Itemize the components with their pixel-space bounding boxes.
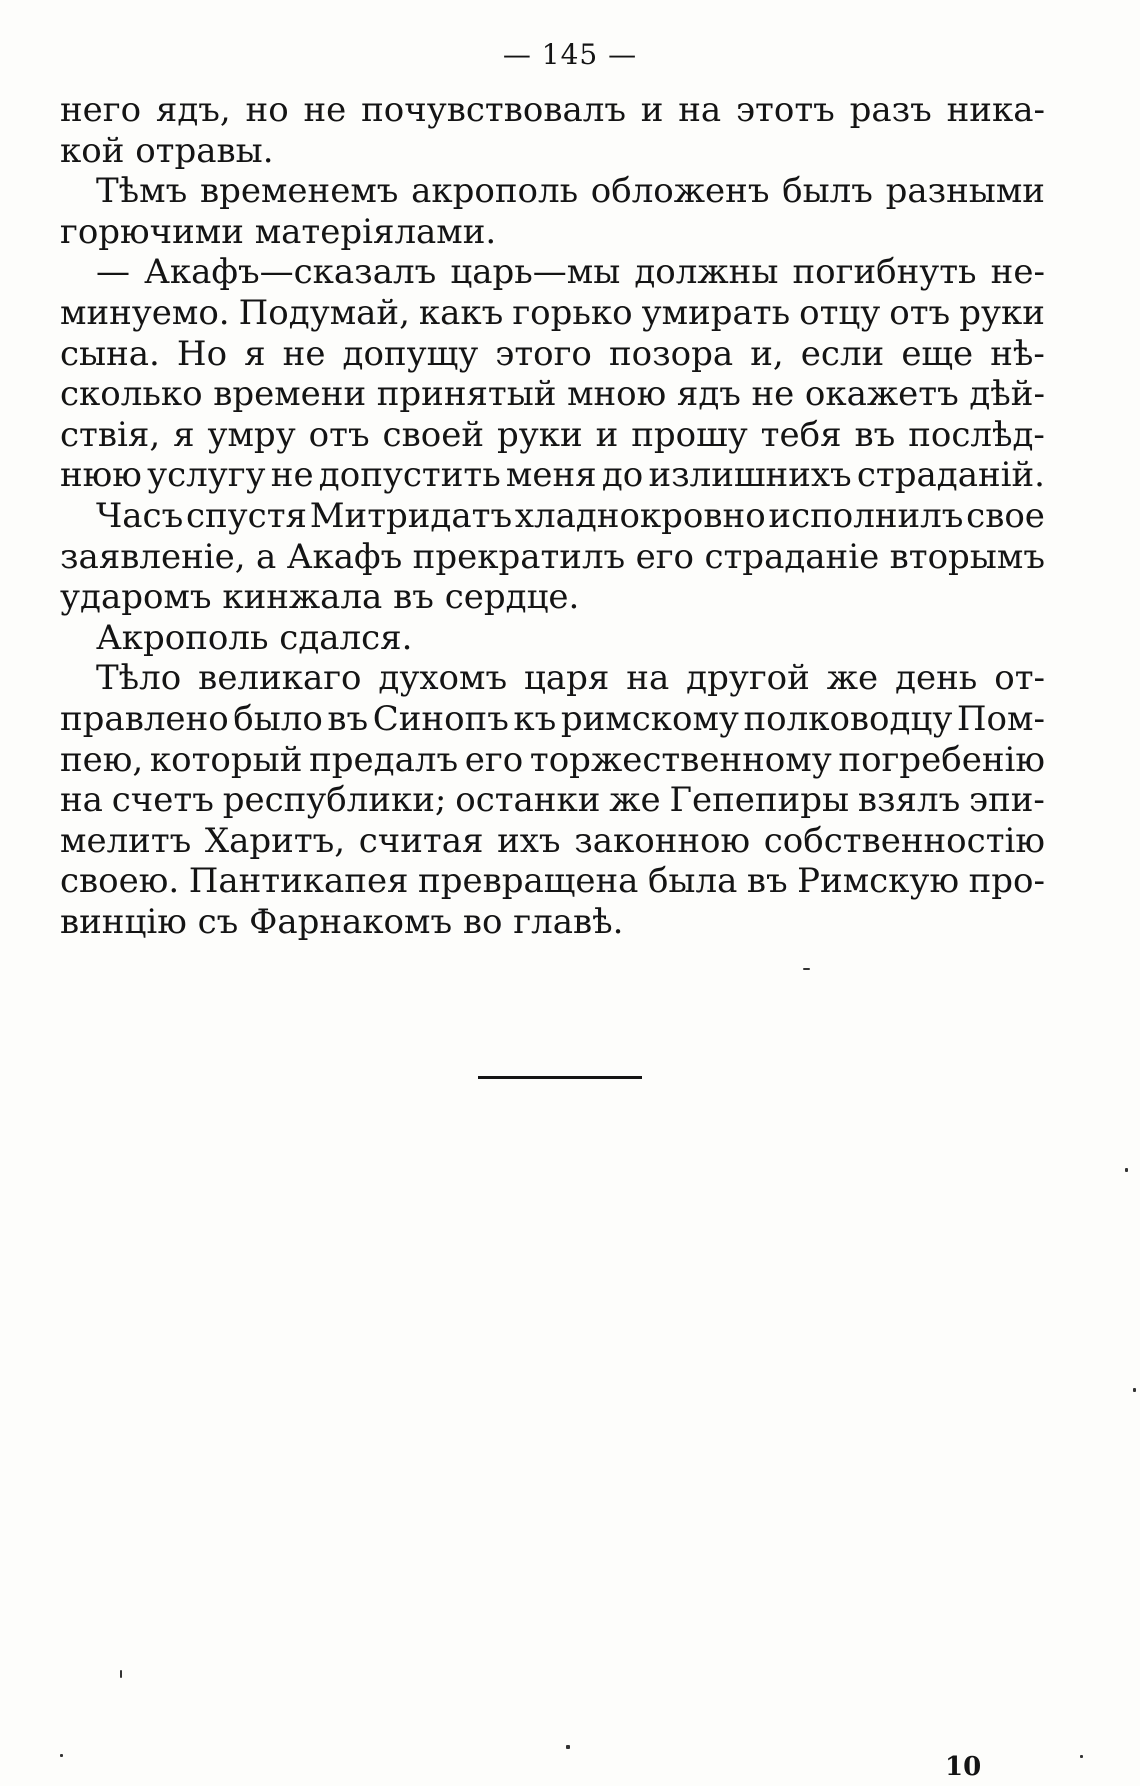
word: ядъ, <box>155 90 231 130</box>
word: республики; <box>222 780 447 821</box>
word: была <box>647 861 738 902</box>
word: услугу <box>147 455 266 496</box>
word: не <box>303 90 347 130</box>
line-text: кой отравы. <box>60 130 274 171</box>
word: Тѣмъ <box>96 171 188 212</box>
word: разъ <box>849 90 932 130</box>
word: меня <box>505 455 597 496</box>
section-end-rule <box>478 1076 642 1079</box>
word: пею, <box>60 739 144 780</box>
word: Пантикапея <box>188 861 409 902</box>
word: его <box>635 536 695 577</box>
word: ствія, <box>60 414 161 455</box>
word: страданій. <box>856 455 1045 496</box>
word: прекратилъ <box>412 536 626 577</box>
word: царя <box>524 658 610 699</box>
word: отцу <box>799 292 881 333</box>
scan-speck <box>803 968 810 970</box>
word: времени <box>213 374 367 415</box>
word: заявленіе, <box>60 536 246 577</box>
word: торжественному <box>529 739 832 780</box>
line-text <box>60 455 1045 496</box>
word: великаго <box>198 658 362 699</box>
line-text <box>60 293 1045 334</box>
line-text: Акрополь сдался. <box>96 617 413 658</box>
word: дѣй- <box>969 374 1045 415</box>
word: не <box>270 455 314 496</box>
word: Харитъ, <box>204 820 346 861</box>
word: счетъ <box>111 780 214 821</box>
word: — <box>96 252 130 293</box>
word: останки <box>455 780 601 821</box>
line-text <box>96 658 1045 699</box>
line-text <box>60 821 1045 862</box>
text-line <box>60 699 1045 740</box>
word: день <box>895 658 978 699</box>
word: хладнокровно <box>514 495 766 536</box>
word: еще <box>901 333 974 374</box>
word: своей <box>382 414 484 455</box>
word: законною <box>574 820 751 861</box>
word: на <box>678 90 722 130</box>
text-line <box>60 577 1045 618</box>
word: на <box>60 780 103 821</box>
word: ядъ <box>676 374 741 415</box>
word: его <box>464 739 524 780</box>
word: другой <box>686 658 810 699</box>
word: царь—мы <box>450 252 621 293</box>
text-line <box>60 293 1045 334</box>
word: должны <box>634 252 779 293</box>
word: собственностію <box>763 820 1045 861</box>
word: до <box>601 455 644 496</box>
word: свое <box>966 495 1045 536</box>
word: на <box>626 658 670 699</box>
word: почувствовалъ <box>361 90 626 130</box>
word: исполнилъ <box>768 495 964 536</box>
word: отъ <box>308 414 370 455</box>
word: про- <box>968 861 1045 902</box>
word: не- <box>990 252 1045 293</box>
word: руки <box>496 414 583 455</box>
text-line <box>60 415 1045 456</box>
word: послѣд- <box>908 414 1045 455</box>
word: тебя <box>760 414 842 455</box>
word: въ <box>327 698 369 739</box>
word: и, <box>750 333 784 374</box>
word: я <box>173 414 195 455</box>
word: превращена <box>418 861 639 902</box>
line-text <box>60 699 1045 740</box>
line-text <box>96 252 1045 293</box>
word: Подумай, <box>238 292 410 333</box>
word: не <box>751 374 795 415</box>
line-text <box>96 171 1045 212</box>
word: Часъ <box>96 495 184 536</box>
word: Римскую <box>797 861 960 902</box>
word: же <box>826 658 879 699</box>
word: мною <box>567 374 667 415</box>
word: Акафъ—сказалъ <box>144 252 437 293</box>
word: прошу <box>631 414 748 455</box>
line-text <box>60 537 1045 578</box>
scan-speck <box>1080 1755 1083 1758</box>
word: въ <box>746 861 788 902</box>
text-line <box>60 740 1045 781</box>
text-line <box>60 455 1045 496</box>
word: горько <box>512 292 633 333</box>
word: разными <box>885 171 1045 212</box>
word: допущу <box>342 333 479 374</box>
word: если <box>800 333 885 374</box>
word: въ <box>854 414 896 455</box>
word: руки <box>959 292 1045 333</box>
word: Синопъ <box>372 698 509 739</box>
word: окажетъ <box>804 374 959 415</box>
word: я <box>244 333 266 374</box>
word: Митридатъ <box>309 495 513 536</box>
word: ника- <box>946 90 1045 130</box>
signature-mark: 10 <box>945 1752 982 1782</box>
word: какъ <box>418 292 504 333</box>
word: от- <box>994 658 1045 699</box>
line-text <box>96 496 1045 537</box>
scan-speck <box>1133 1388 1136 1392</box>
line-text <box>60 90 1045 131</box>
word: было <box>233 698 323 739</box>
word: умру <box>207 414 296 455</box>
word: умирать <box>641 292 791 333</box>
scan-speck <box>566 1745 570 1749</box>
word: эпи- <box>969 780 1045 821</box>
word: сколько <box>60 374 203 415</box>
word: но <box>245 90 289 130</box>
word: Пом- <box>956 698 1045 739</box>
word: полководцу <box>743 698 953 739</box>
text-line <box>60 658 1045 699</box>
scan-speck <box>120 1670 122 1678</box>
word: духомъ <box>378 658 508 699</box>
text-line <box>60 780 1045 821</box>
text-line <box>60 334 1045 375</box>
word: ихъ <box>497 820 561 861</box>
line-text <box>60 861 1045 902</box>
word: минуемо. <box>60 292 230 333</box>
word: который <box>149 739 303 780</box>
text-line <box>60 374 1045 415</box>
word: нѣ- <box>990 333 1045 374</box>
word: сына. <box>60 333 160 374</box>
word: принятый <box>376 374 557 415</box>
line-text <box>60 415 1045 456</box>
word: отъ <box>889 292 951 333</box>
text-line <box>60 821 1045 862</box>
word: не <box>282 333 326 374</box>
word: акрополь <box>411 171 579 212</box>
word: былъ <box>782 171 873 212</box>
text-line <box>60 212 1045 253</box>
body-text <box>60 90 1045 942</box>
line-text: винцію съ Фарнакомъ во главѣ. <box>60 901 624 942</box>
scan-speck <box>1125 1168 1128 1172</box>
text-line <box>60 496 1045 537</box>
word: же <box>609 780 661 821</box>
line-text <box>60 374 1045 415</box>
word: излишнихъ <box>648 455 852 496</box>
word: Акафъ <box>286 536 403 577</box>
word: предалъ <box>309 739 459 780</box>
word: и <box>595 414 619 455</box>
text-line <box>60 902 1045 943</box>
word: страданіе <box>704 536 880 577</box>
line-text <box>60 740 1045 781</box>
word: допустить <box>318 455 501 496</box>
word: римскому <box>560 698 739 739</box>
line-text <box>60 780 1045 821</box>
word: Но <box>176 333 228 374</box>
word: позора <box>608 333 734 374</box>
word: этого <box>495 333 592 374</box>
page-number: — 145 — <box>502 38 638 71</box>
word: погибнуть <box>792 252 977 293</box>
word: нюю <box>60 455 142 496</box>
word: и <box>640 90 664 130</box>
text-line <box>60 131 1045 172</box>
word: считая <box>358 820 484 861</box>
word: вторымъ <box>889 536 1045 577</box>
word: спустя <box>185 495 307 536</box>
word: Тѣло <box>96 658 182 699</box>
word: временемъ <box>199 171 399 212</box>
text-line <box>60 537 1045 578</box>
word: а <box>256 536 277 577</box>
text-line <box>60 171 1045 212</box>
word: него <box>60 90 142 130</box>
word: правлено <box>60 698 229 739</box>
scan-speck <box>60 1754 63 1757</box>
line-text: ударомъ кинжала въ сердце. <box>60 577 580 618</box>
text-line <box>60 618 1045 659</box>
word: мелитъ <box>60 820 192 861</box>
word: этотъ <box>736 90 835 130</box>
word: своею. <box>60 861 180 902</box>
line-text: горючими матеріялами. <box>60 211 497 252</box>
word: къ <box>513 698 557 739</box>
word: взялъ <box>857 780 961 821</box>
word: обложенъ <box>590 171 770 212</box>
word: погребенію <box>838 739 1045 780</box>
text-line <box>60 90 1045 131</box>
text-line <box>60 252 1045 293</box>
line-text <box>60 334 1045 375</box>
word: Гепепиры <box>669 780 850 821</box>
text-line <box>60 861 1045 902</box>
